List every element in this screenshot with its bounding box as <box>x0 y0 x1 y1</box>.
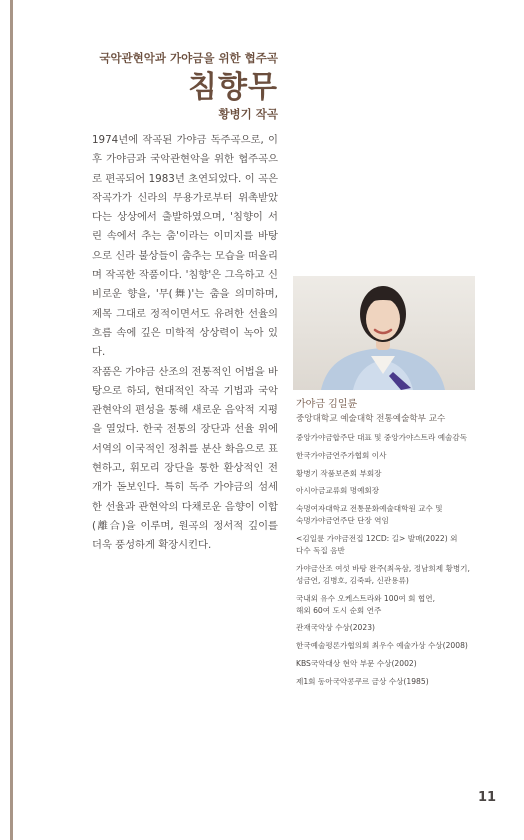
performer-credit <box>296 395 357 410</box>
career-item: KBS국악대상 현악 부문 수상(2002) <box>296 658 417 668</box>
performer-name: 김일륜 <box>328 399 358 410</box>
career-item: 국내외 유수 오케스트라와 100여 회 협연, 해외 60여 도시 순회 연주 <box>296 593 436 615</box>
page-number: 11 <box>478 790 497 805</box>
career-item: 관재국악상 수상(2023) <box>296 623 376 633</box>
program-notes <box>92 131 278 556</box>
performer-portrait-photo <box>293 276 475 390</box>
composer-credit: 황병기 작곡 <box>218 107 278 121</box>
program-note-paragraph: 작품은 가야금 산조의 전통적인 어법을 바탕으로 하되, 현대적인 작곡 기법과 국악관현악의 편성을 통해 새로운 음악적 지평을 열었다. 한국 전통의 장단과 선율 위에 서역의 이국적인 정취를 분산 화음으로 표현하고, 휘모리 장단을 통한 환상적인 전개가 돋보인다. 특히 독주 가야금의 섬세한 선율과 관현악의 다채로운 음향이 이합(離合)을 이루며, 원곡의 정서적 깊이를 더욱 풍성하게 확장시킨다. <box>92 365 278 552</box>
career-item: 한국가야금연주가협회 이사 <box>296 450 387 460</box>
performer-role: 가야금 <box>296 399 325 410</box>
career-item: <김일륜 가야금전집 12CD: 길> 발매(2022) 외 다수 독집 음반 <box>296 533 458 555</box>
performer-affiliation: 중앙대학교 예술대학 전통예술학부 교수 <box>296 414 446 424</box>
career-item: 아시아금교류회 명예회장 <box>296 486 380 496</box>
piece-subtitle: 국악관현악과 가야금을 위한 협주곡 <box>99 51 278 65</box>
career-item: 제1회 동아국악콩쿠르 금상 수상(1985) <box>296 676 429 686</box>
career-item: 한국예술평론가협의회 최우수 예술가상 수상(2008) <box>296 641 468 651</box>
piece-title: 침향무 <box>188 70 278 105</box>
career-item: 황병기 작품보존회 부회장 <box>296 468 382 478</box>
career-item: 가야금산조 여섯 바탕 완주(최옥삼, 정남희제 황병기, 성금연, 김병호, 김죽파, 신관용류) <box>296 563 470 585</box>
performer-career-list <box>296 432 496 694</box>
career-item: 중앙가야금합주단 대표 및 중앙가야스트라 예술감독 <box>296 433 468 442</box>
career-item: 숙명여자대학교 전통문화예술대학원 교수 및 숙명가야금연주단 단장 역임 <box>296 504 443 526</box>
program-note-paragraph: 1974년에 작곡된 가야금 독주곡으로, 이후 가야금과 국악관현악을 위한 협주곡으로 편곡되어 1983년 초연되었다. 이 곡은 작곡가가 신라의 무용가로부터 위촉받았다는 상상에서 출발하였으며, '침향이 서린 속에서 추는 춤'이라는 이미지를 바탕으로 신라 불상들이 춤추는 모습을 떠올리며 작곡한 작품이다. '침향'은 그윽하고 신비로운 향을, '무(舞)'는 춤을 의미하며, 제목 그대로 정적이면서도 유려한 선율의 흐름 속에 깊은 미학적 상상력이 녹아 있다. <box>92 134 278 359</box>
